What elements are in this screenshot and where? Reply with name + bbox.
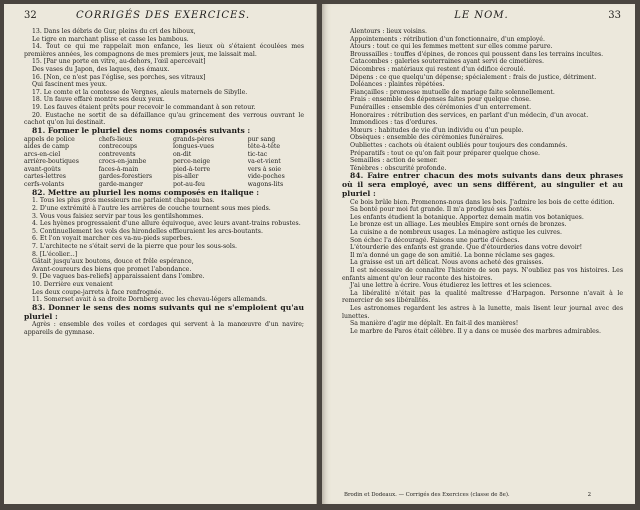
intro-lines <box>24 28 304 127</box>
footer-text: Brodin et Dodeaux. — Corrigés des Exercices (classe de 8e). <box>344 492 510 498</box>
compound-word: pot-au-feu <box>173 181 206 189</box>
exercise-line: Les deux coupe-jarrets à face renfrognée. <box>32 288 164 296</box>
text-line: 14. Tout ce qui me rappelait mon enfance, les lieux où s'étaient écoulées mes premières années, les compagnons de mes premiers jeux, me laissait mal. <box>24 43 304 58</box>
exercise-line: La graisse est un art délicat. Nous avons acheté des graisses. <box>350 259 544 267</box>
definition-line: Dépens : ce que quelqu'un dépense; spécialement : frais de justice, détriment. <box>350 73 597 81</box>
compound-word: gardes-forestiers <box>98 173 153 181</box>
right-page-body <box>342 28 623 335</box>
word-column <box>248 136 304 189</box>
text-line: Des vases du Japon, des laques, des émaux. <box>32 65 170 73</box>
definition-line: Décombres : matériaux qui restent d'un édifice écroulé. <box>350 65 526 73</box>
exercise-line: 7. L'architecte ne s'était servi de la pierre que pour les sous-sols. <box>32 243 237 251</box>
page-footer <box>344 492 621 498</box>
exercise-line: 2. D'une extrémité à l'autre les arrières de couche tournent sous mes pieds. <box>32 205 271 213</box>
word-column <box>99 136 170 189</box>
text-line: 16. [Non, ce n'est pas l'église, ses porches, ses vitraux] <box>32 73 206 81</box>
left-page-number: 32 <box>24 10 37 21</box>
compound-word: faces-à-main <box>98 165 139 173</box>
ex81-title: 81. Former le pluriel des noms composés suivants : <box>32 125 251 135</box>
compound-word: avant-goûts <box>24 165 61 173</box>
text-line: 17. Le comte et la comtesse de Vergnes, aïeuls maternels de Sibylle. <box>32 88 248 96</box>
text-line: 13. Dans les débris de Gur, pleins du cri des hiboux, <box>32 28 196 35</box>
compound-word: tête-à-tête <box>247 143 281 151</box>
compound-word: tic-tac <box>247 150 268 158</box>
word-column <box>24 136 95 189</box>
right-running-title: LE NOM. <box>454 10 509 21</box>
compound-word: wagons-lits <box>247 181 284 189</box>
ex84-title: 84. Faire entrer chacun des mots suivants dans deux phrases où il sera employé, avec un sens différent, au singulier et au pluriel : <box>342 171 623 198</box>
compound-word: cerfs-volants <box>24 181 65 189</box>
ex83-lines <box>24 321 304 336</box>
compound-word: vide-poches <box>247 173 285 181</box>
definition-line: Atours : tout ce qui les femmes mettent sur elles comme parure. <box>350 43 553 51</box>
definition-line: Broussailles : touffes d'épines, de ronces qui poussent dans les terrains incultes. <box>350 50 604 58</box>
exercise-line: 3. Vous vous faisiez servir par tous les gentilshommes. <box>32 212 204 220</box>
definition-lines <box>342 28 623 172</box>
footer-signature: 2 <box>587 492 591 498</box>
compound-word: chefs-lieux <box>98 135 133 143</box>
text-line: Le tigre en marchant plisse et casse les bambous. <box>32 35 189 43</box>
ex82-title: 82. Mettre au pluriel les noms composés en italique : <box>32 187 260 197</box>
compound-word: contrevents <box>98 150 136 158</box>
compound-word: va-et-vient <box>247 158 281 166</box>
compound-word: arrière-boutiques <box>24 158 79 166</box>
definition-line: Ténèbres : obscurité profonde. <box>350 164 447 172</box>
exercise-line: Avant-coureurs des biens que promet l'abondance. <box>32 265 192 273</box>
exercise-line: Son échec l'a découragé. Faisons une partie d'échecs. <box>350 236 520 244</box>
ex83-title: 83. Donner le sens des noms suivants qui ne s'emploient qu'au pluriel : <box>24 302 304 321</box>
exercise-line: Il est nécessaire de connaître l'histoire de son pays. N'oubliez pas vos histoires. Les enfants aiment qu'on leur raconte des histoires. <box>342 267 623 282</box>
text-line: 18. Un fauve effaré montre ses deux yeux. <box>32 96 165 104</box>
compound-word: appels de police <box>24 135 75 143</box>
definition-line: Frais : ensemble des dépenses faites pour quelque chose. <box>350 96 531 104</box>
definition-line: Semailles : action de semer. <box>350 157 438 165</box>
compound-word: perce-neige <box>173 158 211 166</box>
exercise-line: 5. Continuellement les vols des hirondelles effleuraient les arcs-boutants. <box>32 227 263 235</box>
definition-line: Fiançailles : promesse mutuelle de mariage faite solennellement. <box>350 88 555 96</box>
compound-word: contrecoups <box>98 143 138 151</box>
exercise-line: 11. Somerset avait à sa droite Dornberg avec les chevau-légers allemands. <box>32 296 267 304</box>
definition-line: Immondices : tas d'ordures. <box>350 119 438 127</box>
definition-line: Funérailles : ensemble des cérémonies d'un enterrement. <box>350 103 532 111</box>
exercise-line: 9. [De vagues bas-reliefs] apparaissaient dans l'ombre. <box>32 273 205 281</box>
ex84-lines <box>342 199 623 336</box>
exercise-line: 8. [L'écolier...] <box>32 250 78 258</box>
definition-line: Honoraires : rétribution des services, en parlant d'un médecin, d'un avocat. <box>350 111 589 119</box>
compound-word: longues-vues <box>173 143 214 151</box>
exercise-line: 6. Et l'on voyait marcher ces va-nu-pieds superbes. <box>32 235 193 243</box>
definition-line: Doléances : plaintes répétées. <box>350 81 445 89</box>
text-line: 15. [Par une porte en vitre, au-dehors, l'œil apercevait] <box>32 58 206 66</box>
definition-line: Obsèques : ensemble des cérémonies funéraires. <box>350 134 504 142</box>
exercise-line: La cuisine a de nombreux usages. La ménagère astique les cuivres. <box>350 229 562 237</box>
text-line: 20. Eustache ne sortit de sa défaillance qu'au grincement des verrous ouvrant le cachot qu'on lui destinait. <box>24 111 304 127</box>
left-page-body <box>24 28 304 337</box>
definition-line: Alentours : lieux voisins. <box>350 28 427 35</box>
exercise-line: J'ai une lettre à écrire. Vous étudierez les lettres et les sciences. <box>350 282 552 290</box>
word-column <box>173 136 244 189</box>
exercise-line: Le marbre de Paros était célèbre. Il y a dans ce musée des marbres admirables. <box>350 327 601 335</box>
exercise-line: Sa bonté pour moi fut grande. Il m'a prodigué ses bontés. <box>350 206 532 214</box>
compound-word: cartes-lettres <box>24 173 66 181</box>
exercise-line: 10. Derrière eux venaient <box>32 281 113 288</box>
exercise-line: Le bronze est un alliage. Les meubles Empire sont ornés de bronzes. <box>350 221 567 229</box>
compound-word: arcs-en-ciel <box>24 150 61 158</box>
definition-line: Mœurs : habitudes de vie d'un individu ou d'un peuple. <box>350 126 524 134</box>
exercise-line: Gâtait jusqu'aux boutons, douce et frêle espérance, <box>32 258 194 266</box>
right-page-number: 33 <box>608 10 621 21</box>
text-line: Qui fascinent mes yeux. <box>32 81 107 89</box>
exercise-line: Ce bois brûle bien. Promenons-nous dans les bois. J'admire les bois de cette édition. <box>350 198 615 206</box>
ex82-lines <box>24 197 304 303</box>
exercise-line: L'étourderie des enfants est grande. Que d'étourderies dans votre devoir! <box>350 244 583 252</box>
exercise-line: La libéralité n'était pas la qualité maîtresse d'Harpagon. Personne n'avait à le remercier de ses libéralités. <box>342 289 623 305</box>
definition-line: Oubliettes : cachots où étaient oubliés pour toujours des condamnés. <box>350 141 568 149</box>
right-running-head <box>342 10 621 24</box>
definition-line: Appointements : rétribution d'un fonctionnaire, d'un employé. <box>350 35 545 43</box>
exercise-line: Les astronomes regardent les astres à la lunette, mais lisent leur journal avec des lunettes. <box>342 304 623 320</box>
right-page <box>322 4 635 504</box>
left-page <box>4 4 317 504</box>
compound-word: pis-aller <box>173 173 199 181</box>
compound-word: pur sang <box>247 135 276 143</box>
exercise-line: 4. Les hyènes progressaient d'une allure équivoque, avec leurs avant-trains robustes. <box>32 220 301 228</box>
compound-word: pied-à-terre <box>173 165 211 173</box>
compound-word: crocs-en-jambe <box>98 158 147 166</box>
compound-word: grands-pères <box>173 135 215 143</box>
exercise-line: Il m'a donné un gage de son amitié. La bonne réclame ses gages. <box>350 251 555 259</box>
text-line: 19. Les fauves étaient prêts pour recevoir le commandant à son retour. <box>32 103 256 111</box>
definition-line: Préparatifs : tout ce qu'on fait pour préparer quelque chose. <box>350 149 541 157</box>
exercise-line: 1. Tous les plus gros messieurs me parlaient chapeau bas. <box>32 197 215 205</box>
compound-word: aides de camp <box>24 143 70 151</box>
left-running-head <box>24 10 302 24</box>
exercise-line: Les enfants étudient la botanique. Apportez demain matin vos botaniques. <box>350 213 584 221</box>
exercise-line: Agrès : ensemble des voiles et cordages qui servent à la manœuvre d'un navire; appareils de gymnase. <box>24 321 304 336</box>
compound-word: on-dit <box>173 150 192 158</box>
compound-word: vers à soie <box>247 165 282 173</box>
compound-word: garde-manger <box>98 181 143 189</box>
exercise-line: Sa manière d'agir me déplaît. En fait-il des manières! <box>350 320 519 328</box>
definition-line: Catacombes : galeries souterraines ayant servi de cimetières. <box>350 58 544 66</box>
left-running-title: CORRIGÉS DES EXERCICES. <box>76 10 250 21</box>
ex81-word-grid <box>24 136 304 189</box>
